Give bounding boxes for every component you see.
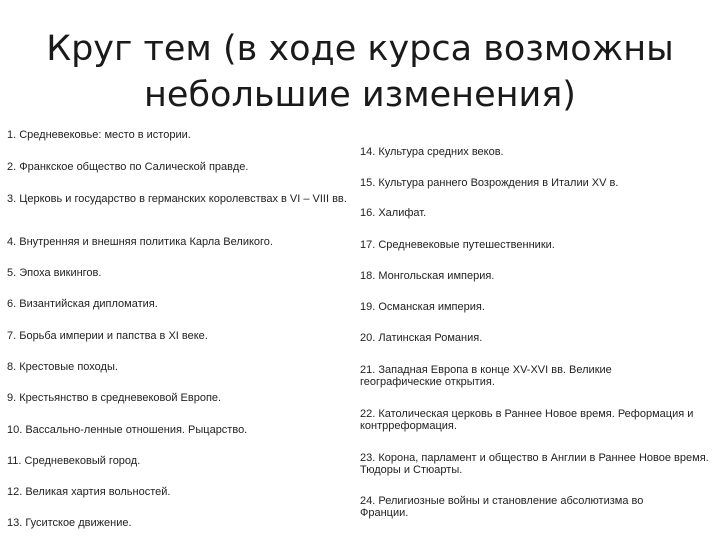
topic-item-10: 10. Вассально-ленные отношения. Рыцарство. <box>7 424 248 436</box>
topic-item-12: 12. Великая хартия вольностей. <box>7 486 171 498</box>
topic-item-5: 5. Эпоха викингов. <box>7 267 102 279</box>
topic-item-11: 11. Средневековый город. <box>7 455 141 467</box>
topic-item-2: 2. Франкское общество по Салической правде. <box>7 161 249 173</box>
topic-item-6: 6. Византийская дипломатия. <box>7 298 158 310</box>
topic-item-3: 3. Церковь и государство в германских королевствах в VI – VIII вв. <box>7 193 347 205</box>
slide-title-line-2: небольшие изменения) <box>144 75 576 115</box>
topic-item-13: 13. Гуситское движение. <box>7 517 132 529</box>
topic-item-21: 21. Западная Европа в конце XV-XVI вв. Великие географические открытия. <box>360 364 612 388</box>
topic-item-16: 16. Халифат. <box>360 207 427 219</box>
topic-item-7: 7. Борьба империи и папства в XI веке. <box>7 330 208 342</box>
topic-item-8: 8. Крестовые походы. <box>7 361 118 373</box>
topic-item-15: 15. Культура раннего Возрождения в Италии XV в. <box>360 177 619 189</box>
topic-item-19: 19. Османская империя. <box>360 301 485 313</box>
topic-item-1: 1. Средневековье: место в истории. <box>7 129 191 141</box>
slide-title-line-1: Круг тем (в ходе курса возможны <box>46 29 674 69</box>
topic-item-22: 22. Католическая церковь в Раннее Новое время. Реформация и контрреформация. <box>360 408 694 432</box>
topic-item-14: 14. Культура средних веков. <box>360 146 504 158</box>
topic-item-23: 23. Корона, парламент и общество в Англии в Раннее Новое время. Тюдоры и Стюарты. <box>360 452 709 476</box>
topic-item-17: 17. Средневековые путешественники. <box>360 239 555 251</box>
topic-item-4: 4. Внутренняя и внешняя политика Карла Великого. <box>7 236 273 248</box>
topic-item-20: 20. Латинская Романия. <box>360 332 483 344</box>
slide-title <box>0 26 720 118</box>
topic-item-18: 18. Монгольская империя. <box>360 270 495 282</box>
topic-item-24: 24. Религиозные войны и становление абсолютизма во Франции. <box>360 495 644 519</box>
topic-item-9: 9. Крестьянство в средневековой Европе. <box>7 392 222 404</box>
